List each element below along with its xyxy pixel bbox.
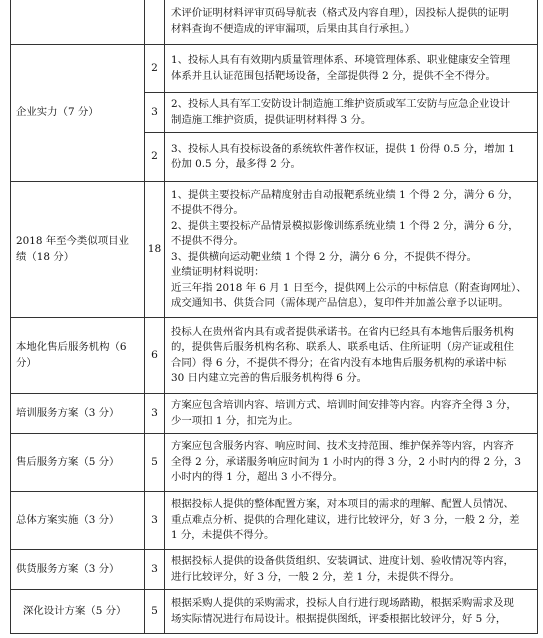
criteria-description <box>165 318 538 394</box>
score-cell <box>145 492 165 550</box>
category-label: 培训服务方案（3 分） <box>16 406 120 419</box>
table-row <box>11 45 538 93</box>
table-row <box>11 0 538 45</box>
criteria-line: 方案应包含培训内容、培训方式、培训时间安排等内容。内容齐全得 3 分， <box>171 399 517 411</box>
criteria-line: 根据投标人提供的设备供货组织、安装调试、进度计划、验收情况等内容， <box>171 555 514 567</box>
category-cell <box>11 590 145 634</box>
score-value: 3 <box>151 406 158 419</box>
criteria-description <box>165 590 538 634</box>
criteria-description <box>165 45 538 93</box>
criteria-line: 1 分，未提供不得分。 <box>171 529 275 542</box>
criteria-line: 不提供不得分。 <box>171 204 244 216</box>
category-label: 深化设计方案（5 分） <box>23 604 127 617</box>
scoring-criteria-table <box>10 0 538 634</box>
table-row <box>11 550 538 590</box>
criteria-line: 不提供不得分。 <box>171 235 244 247</box>
criteria-line: 重点难点分析、提供的合理化建议，进行比较评分，好 3 分，一般 2 分，差 <box>171 513 520 526</box>
table-row <box>11 182 538 318</box>
table-row <box>11 492 538 550</box>
category-label: 本地化售后服务机构（6 分） <box>16 341 127 369</box>
score-cell <box>145 133 165 182</box>
criteria-line: 份加 0.5 分，最多得 2 分。 <box>171 158 301 170</box>
score-cell <box>145 550 165 590</box>
score-value: 3 <box>151 562 158 575</box>
criteria-line: 30 日内建立完善的售后服务机构得 6 分。 <box>171 372 367 384</box>
category-cell <box>11 318 145 394</box>
score-cell <box>145 93 165 133</box>
criteria-line: 进行比较评分，好 3 分，一般 2 分，差 1 分，未提供不得分。 <box>171 570 461 583</box>
criteria-line: 少一项扣 1 分，扣完为止。 <box>171 414 299 427</box>
criteria-line: 场实际情况进行布局设计。根据提供图纸，评委根据比较评分，好 5 分， <box>171 612 507 625</box>
score-value: 6 <box>151 348 158 361</box>
score-cell <box>145 182 165 318</box>
criteria-line: 1、投标人具有有效期内质量管理体系、环境管理体系、职业健康安全管理 <box>171 54 511 66</box>
criteria-description <box>165 182 538 318</box>
criteria-line: 根据采购人提供的采购需求，投标人自行进行现场踏勘，根据采购需求及现 <box>171 597 514 609</box>
criteria-line: 制造施工维护资质，提供证明材料得 3 分。 <box>171 113 372 126</box>
criteria-line: 3、投标人具有投标设备的系统软件著作权证，提供 1 份得 0.5 分，增加 1 <box>171 142 515 155</box>
criteria-line: 体系并且认证范围包括靶场设备，全部提供得 2 分，提供不全不得分。 <box>171 69 496 82</box>
criteria-description <box>165 394 538 434</box>
score-cell <box>145 0 165 45</box>
criteria-line: 合同）得 6 分，不提供不得分；在省内没有本地售后服务机构的承诺中标 <box>171 356 507 369</box>
category-label: 售后服务方案（5 分） <box>16 455 120 468</box>
score-cell <box>145 45 165 93</box>
table-row <box>11 590 538 634</box>
criteria-line: 成交通知书、供货合同（需体现产品信息），复印件并加盖公章予以证明。 <box>171 297 509 309</box>
category-cell <box>11 550 145 590</box>
table-row <box>11 394 538 434</box>
category-cell <box>11 394 145 434</box>
criteria-line: 2、提供主要投标产品情景模拟影像训练系统业绩 1 个得 2 分，满分 6 分， <box>171 219 519 232</box>
criteria-line: 小时内的得 1 分，超出 3 小不得分。 <box>171 471 343 484</box>
category-label: 企业实力（7 分） <box>16 106 99 119</box>
criteria-description <box>165 434 538 492</box>
score-cell <box>145 318 165 394</box>
criteria-description <box>165 93 538 133</box>
criteria-description <box>165 0 538 45</box>
criteria-line: 1、提供主要投标产品精度射击自动报靶系统业绩 1 个得 2 分，满分 6 分， <box>171 188 519 201</box>
score-cell <box>145 394 165 434</box>
criteria-line: 方案应包含服务内容、响应时间、技术支持范围、维护保养等内容，内容齐 <box>171 440 514 453</box>
category-label: 总体方案实施（3 分） <box>16 513 120 526</box>
score-value: 2 <box>151 61 158 74</box>
criteria-line: 根据投标人提供的整体配置方案，对本项目的需求的理解、配置人员情况、 <box>171 498 514 511</box>
category-cell <box>11 0 145 45</box>
score-cell <box>145 590 165 634</box>
criteria-description <box>165 133 538 182</box>
criteria-description <box>165 550 538 590</box>
table-row <box>11 434 538 492</box>
category-label: 2018 年至今类似项目业绩（18 分） <box>16 235 129 263</box>
category-cell <box>11 492 145 550</box>
criteria-line: 材料查询不便造成的评审漏项，后果由其自行承担。） <box>171 22 416 35</box>
criteria-line: 术评价证明材料评审页码导航表（格式及内容自理），因投标人提供的证明 <box>171 7 509 19</box>
category-cell <box>11 45 145 182</box>
criteria-line: 全得 2 分，承诺服务响应时间为 1 小时内的得 3 分，2 小时内的得 2 分，3 <box>171 455 521 468</box>
score-value: 3 <box>151 105 158 118</box>
criteria-description <box>165 492 538 550</box>
score-value: 18 <box>147 242 162 255</box>
criteria-line: 投标人在贵州省内具有或者提供承诺书。在省内已经具有本地售后服务机构 <box>171 325 514 338</box>
score-value: 5 <box>151 604 158 617</box>
score-value: 2 <box>151 150 158 163</box>
category-cell <box>11 182 145 318</box>
score-value: 5 <box>151 455 158 468</box>
criteria-line: 近三年指 2018 年 6 月 1 日至今，提供网上公示的中标信息（附查询网址）、 <box>171 281 527 294</box>
category-label: 供货服务方案（3 分） <box>16 562 120 575</box>
table-row <box>11 318 538 394</box>
criteria-line: 3、提供横向运动靶业绩 1 个得 2 分，满分 6 分，不提供不得分。 <box>171 250 478 263</box>
category-cell <box>11 434 145 492</box>
criteria-line: 业绩证明材料说明： <box>171 266 265 278</box>
score-cell <box>145 434 165 492</box>
criteria-line: 的，提供售后服务机构名称、联系人、联系电话、住所证明（房产证或租住 <box>171 341 514 353</box>
criteria-line: 2、投标人具有军工安防设计制造施工维护资质或军工安防与应急企业设计 <box>171 98 511 110</box>
score-value: 3 <box>151 513 158 526</box>
